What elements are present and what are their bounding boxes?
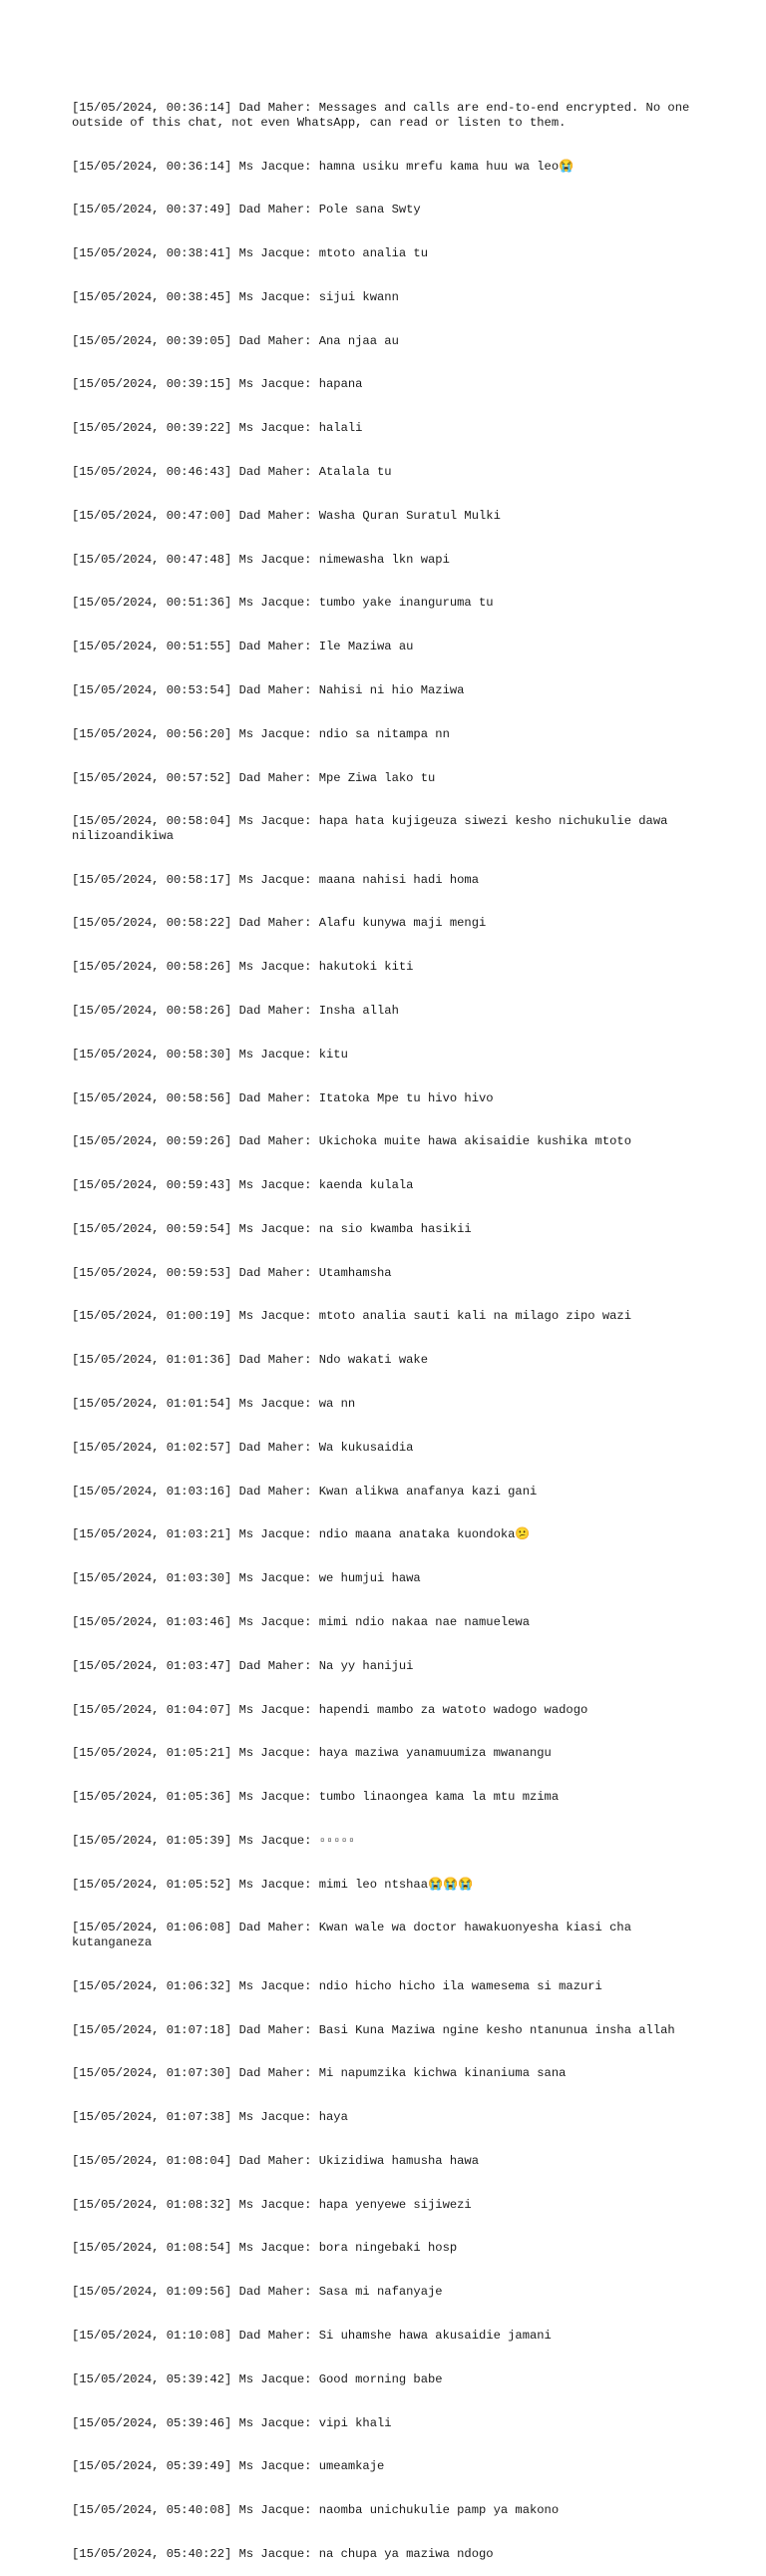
chat-line: [15/05/2024, 01:08:04] Dad Maher: Ukizidiwa hamusha hawa bbox=[72, 2153, 479, 2168]
chat-line: [15/05/2024, 05:39:46] Ms Jacque: vipi khali bbox=[72, 2415, 392, 2430]
chat-line: [15/05/2024, 00:59:26] Dad Maher: Ukichoka muite hawa akisaidie kushika mtoto bbox=[72, 1134, 631, 1149]
chat-line: [15/05/2024, 01:07:18] Dad Maher: Basi Kuna Maziwa ngine kesho ntanunua insha allah bbox=[72, 2022, 675, 2037]
chat-line: [15/05/2024, 00:58:30] Ms Jacque: kitu bbox=[72, 1047, 348, 1062]
chat-line: [15/05/2024, 00:38:41] Ms Jacque: mtoto analia tu bbox=[72, 246, 428, 261]
chat-line: [15/05/2024, 01:08:32] Ms Jacque: hapa yenyewe sijiwezi bbox=[72, 2197, 472, 2212]
chat-line: [15/05/2024, 01:09:56] Dad Maher: Sasa mi nafanyaje bbox=[72, 2285, 443, 2300]
chat-line: [15/05/2024, 01:06:32] Ms Jacque: ndio hicho hicho ila wamesema si mazuri bbox=[72, 1978, 602, 1993]
chat-line: [15/05/2024, 01:01:54] Ms Jacque: wa nn bbox=[72, 1397, 356, 1412]
chat-line: [15/05/2024, 00:36:14] Ms Jacque: hamna usiku mrefu kama huu wa leo😭 bbox=[72, 159, 574, 174]
chat-line: [15/05/2024, 01:05:21] Ms Jacque: haya maziwa yanamuumiza mwanangu bbox=[72, 1746, 552, 1761]
chat-line: [15/05/2024, 01:03:16] Dad Maher: Kwan alikwa anafanya kazi gani bbox=[72, 1484, 538, 1499]
chat-line: [15/05/2024, 01:05:39] Ms Jacque: ▫▫▫▫▫ bbox=[72, 1833, 356, 1848]
chat-line: [15/05/2024, 01:05:36] Ms Jacque: tumbo linaongea kama la mtu mzima bbox=[72, 1790, 560, 1805]
chat-line: [15/05/2024, 00:58:26] Ms Jacque: hakutoki kiti bbox=[72, 960, 414, 975]
chat-line: [15/05/2024, 00:59:53] Dad Maher: Utamhamsha bbox=[72, 1265, 392, 1280]
chat-line: [15/05/2024, 00:58:56] Dad Maher: Itatoka Mpe tu hivo hivo bbox=[72, 1090, 494, 1105]
chat-line: [15/05/2024, 01:03:46] Ms Jacque: mimi ndio nakaa nae namuelewa bbox=[72, 1614, 530, 1629]
chat-line: [15/05/2024, 05:39:42] Ms Jacque: Good morning babe bbox=[72, 2371, 443, 2386]
chat-line: [15/05/2024, 00:36:14] Dad Maher: Messages and calls are end-to-end encrypted. No one outside of this chat, not even WhatsApp, can read or listen to them. bbox=[72, 101, 697, 130]
chat-line: [15/05/2024, 01:04:07] Ms Jacque: hapendi mambo za watoto wadogo wadogo bbox=[72, 1702, 588, 1717]
chat-line: [15/05/2024, 01:07:38] Ms Jacque: haya bbox=[72, 2110, 348, 2125]
chat-line: [15/05/2024, 01:03:47] Dad Maher: Na yy hanijui bbox=[72, 1658, 414, 1673]
chat-line: [15/05/2024, 00:58:26] Dad Maher: Insha allah bbox=[72, 1004, 399, 1018]
chat-line: [15/05/2024, 01:10:08] Dad Maher: Si uhamshe hawa akusaidie jamani bbox=[72, 2329, 552, 2344]
chat-line: [15/05/2024, 00:47:00] Dad Maher: Washa Quran Suratul Mulki bbox=[72, 508, 501, 523]
chat-line: [15/05/2024, 01:00:19] Ms Jacque: mtoto analia sauti kali na milago zipo wazi bbox=[72, 1309, 631, 1324]
chat-line: [15/05/2024, 01:02:57] Dad Maher: Wa kukusaidia bbox=[72, 1440, 414, 1455]
chat-line: [15/05/2024, 00:39:05] Dad Maher: Ana njaa au bbox=[72, 333, 399, 348]
chat-line: [15/05/2024, 05:40:08] Ms Jacque: naomba unichukulie pamp ya makono bbox=[72, 2503, 560, 2518]
chat-line: [15/05/2024, 00:51:36] Ms Jacque: tumbo yake inanguruma tu bbox=[72, 596, 494, 611]
chat-line: [15/05/2024, 05:40:22] Ms Jacque: na chupa ya maziwa ndogo bbox=[72, 2546, 494, 2561]
chat-line: [15/05/2024, 00:57:52] Dad Maher: Mpe Ziwa lako tu bbox=[72, 770, 436, 785]
chat-line: [15/05/2024, 01:03:21] Ms Jacque: ndio maana anataka kuondoka😕 bbox=[72, 1527, 531, 1542]
chat-line: [15/05/2024, 01:03:30] Ms Jacque: we humjui hawa bbox=[72, 1571, 421, 1586]
chat-line: [15/05/2024, 05:39:49] Ms Jacque: umeamkaje bbox=[72, 2459, 385, 2474]
chat-line: [15/05/2024, 01:05:52] Ms Jacque: mimi leo ntshaa😭😭😭 bbox=[72, 1877, 474, 1892]
chat-line: [15/05/2024, 00:39:22] Ms Jacque: halali bbox=[72, 421, 363, 436]
chat-line: [15/05/2024, 00:39:15] Ms Jacque: hapana bbox=[72, 377, 363, 392]
chat-line: [15/05/2024, 01:06:08] Dad Maher: Kwan wale wa doctor hawakuonyesha kiasi cha kutanganeza bbox=[72, 1921, 639, 1949]
chat-line: [15/05/2024, 01:08:54] Ms Jacque: bora ningebaki hosp bbox=[72, 2241, 458, 2256]
chat-line: [15/05/2024, 01:01:36] Dad Maher: Ndo wakati wake bbox=[72, 1353, 428, 1368]
chat-line: [15/05/2024, 00:58:04] Ms Jacque: hapa hata kujigeuza siwezi kesho nichukulie dawa nilizoandikiwa bbox=[72, 814, 675, 843]
chat-line: [15/05/2024, 00:46:43] Dad Maher: Atalala tu bbox=[72, 465, 392, 480]
chat-line: [15/05/2024, 00:56:20] Ms Jacque: ndio sa nitampa nn bbox=[72, 726, 450, 741]
chat-line: [15/05/2024, 00:51:55] Dad Maher: Ile Maziwa au bbox=[72, 640, 414, 654]
chat-line: [15/05/2024, 00:58:17] Ms Jacque: maana nahisi hadi homa bbox=[72, 872, 479, 887]
chat-log bbox=[72, 72, 700, 2576]
chat-line: [15/05/2024, 00:59:54] Ms Jacque: na sio kwamba hasikii bbox=[72, 1221, 472, 1236]
chat-line: [15/05/2024, 00:58:22] Dad Maher: Alafu kunywa maji mengi bbox=[72, 916, 487, 931]
chat-line: [15/05/2024, 00:37:49] Dad Maher: Pole sana Swty bbox=[72, 203, 421, 217]
chat-line: [15/05/2024, 00:38:45] Ms Jacque: sijui kwann bbox=[72, 289, 399, 304]
chat-line: [15/05/2024, 00:53:54] Dad Maher: Nahisi ni hio Maziwa bbox=[72, 682, 465, 697]
chat-line: [15/05/2024, 00:59:43] Ms Jacque: kaenda kulala bbox=[72, 1178, 414, 1193]
chat-line: [15/05/2024, 01:07:30] Dad Maher: Mi napumzika kichwa kinaniuma sana bbox=[72, 2066, 567, 2081]
chat-line: [15/05/2024, 00:47:48] Ms Jacque: nimewasha lkn wapi bbox=[72, 552, 450, 567]
